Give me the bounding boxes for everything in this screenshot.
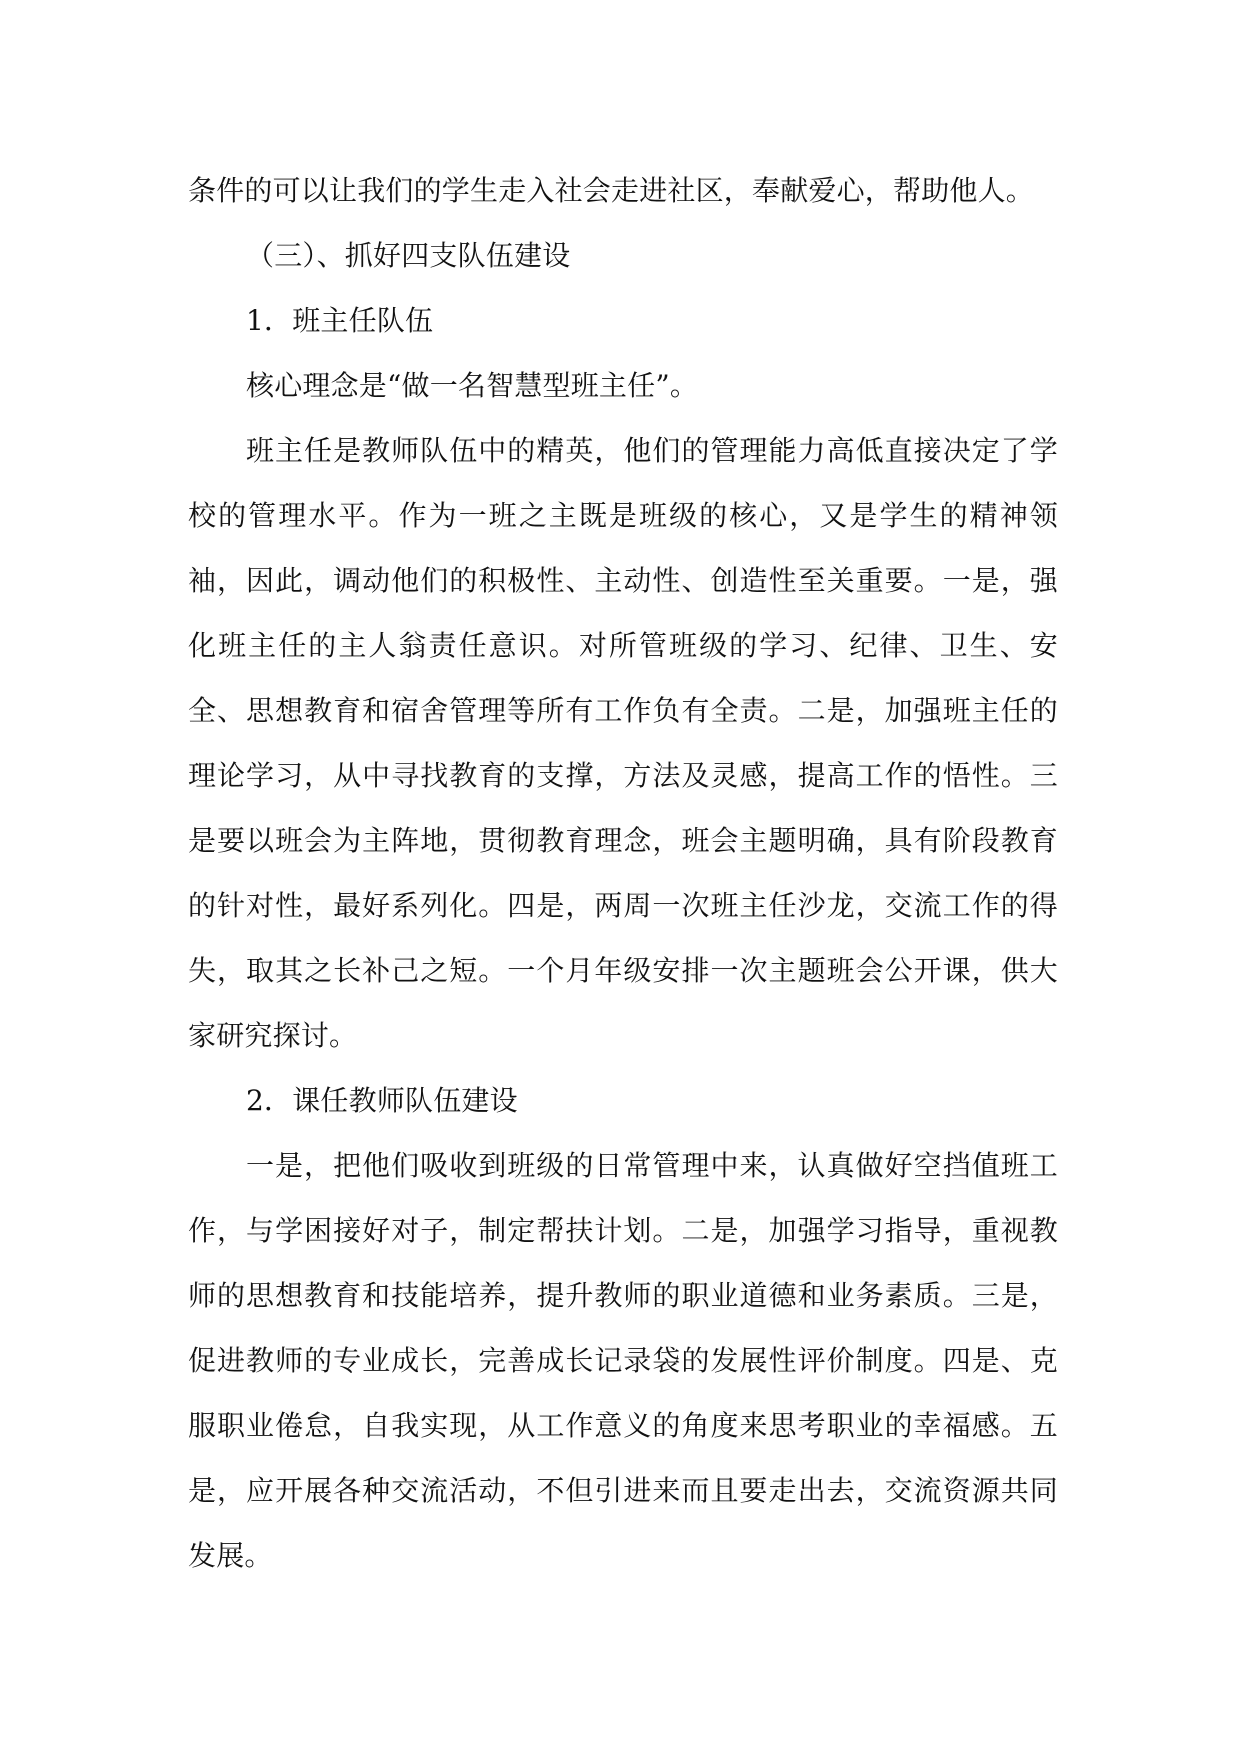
document-body (188, 158, 1058, 1588)
paragraph-head-teacher-duties: 班主任是教师队伍中的精英，他们的管理能力高低直接决定了学校的管理水平。作为一班之主既是班级的核心，又是学生的精神领袖，因此，调动他们的积极性、主动性、创造性至关重要。一是，强化班主任的主人翁责任意识。对所管班级的学习、纪律、卫生、安全、思想教育和宿舍管理等所有工作负有全责。二是，加强班主任的理论学习，从中寻找教育的支撑，方法及灵感，提高工作的悟性。三是要以班会为主阵地，贯彻教育理念，班会主题明确，具有阶段教育的针对性，最好系列化。四是，两周一次班主任沙龙，交流工作的得失，取其之长补己之短。一个月年级安排一次主题班会公开课，供大家研究探讨。 (188, 434, 1058, 1052)
paragraph-subject-teacher-duties: 一是，把他们吸收到班级的日常管理中来，认真做好空挡值班工作，与学困接好对子，制定帮扶计划。二是，加强学习指导，重视教师的思想教育和技能培养，提升教师的职业道德和业务素质。三是，促进教师的专业成长，完善成长记录袋的发展性评价制度。四是、克服职业倦怠，自我实现，从工作意义的角度来思考职业的幸福感。五是，应开展各种交流活动，不但引进来而且要走出去，交流资源共同发展。 (188, 1149, 1058, 1572)
subheading-head-teachers: 1．班主任队伍 (246, 304, 434, 337)
paragraph-continuation: 条件的可以让我们的学生走入社会走进社区，奉献爱心，帮助他人。 (188, 174, 1035, 207)
section-heading-four-teams: （三）、抓好四支队伍建设 (246, 239, 571, 272)
subheading-subject-teachers: 2．课任教师队伍建设 (246, 1084, 518, 1117)
paragraph-core-concept: 核心理念是“做一名智慧型班主任”。 (246, 369, 699, 402)
